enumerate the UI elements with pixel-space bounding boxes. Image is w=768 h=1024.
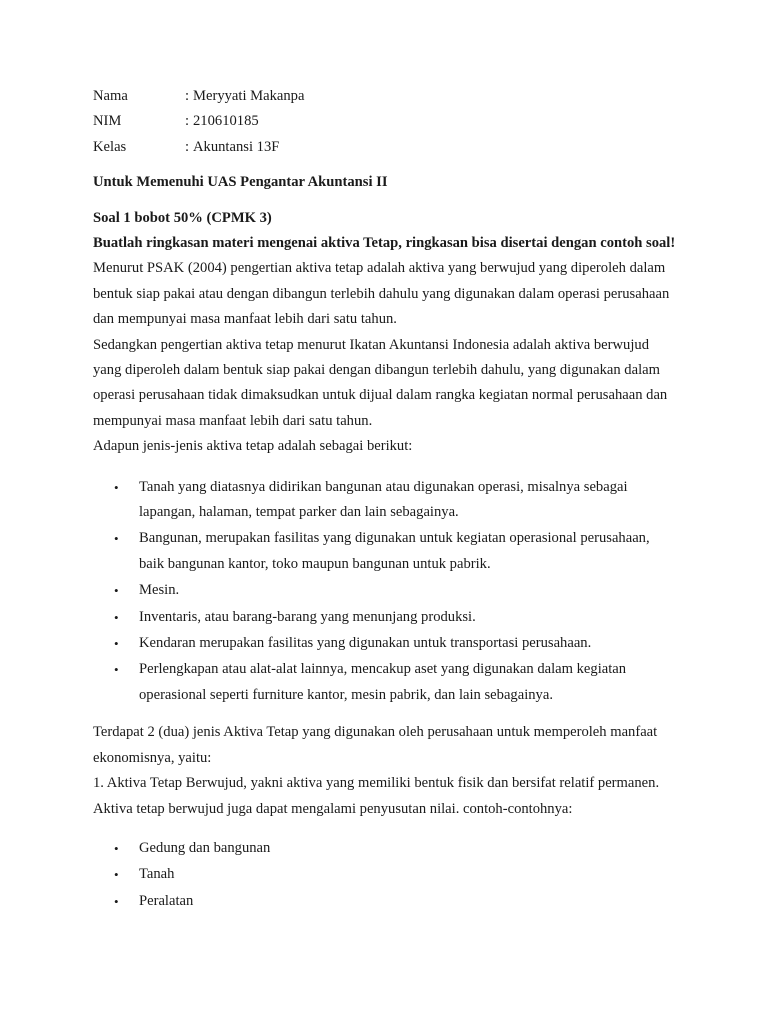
bullet-icon: • bbox=[114, 636, 119, 652]
list-item-text: Tanah bbox=[139, 866, 175, 883]
list-item bbox=[93, 605, 678, 630]
info-value: Akuntansi 13F bbox=[193, 138, 280, 155]
bullet-icon: • bbox=[114, 609, 119, 625]
bullet-icon: • bbox=[114, 893, 119, 909]
info-row-nim bbox=[93, 109, 678, 134]
list-item-text: Tanah yang diatasnya didirikan bangunan atau digunakan operasi, misalnya sebagai lapangan, halaman, tempat parker dan lain sebagainya. bbox=[139, 478, 628, 521]
info-label: Nama bbox=[93, 88, 128, 104]
info-colon: : bbox=[185, 88, 190, 104]
fixed-asset-types-list bbox=[93, 475, 678, 709]
bullet-icon: • bbox=[114, 479, 119, 495]
question-prompt: Buatlah ringkasan materi mengenai aktiva Tetap, ringkasan bisa disertai dengan contoh soal! bbox=[93, 234, 676, 251]
paragraph-types-intro: Adapun jenis-jenis aktiva tetap adalah sebagai berikut: bbox=[93, 438, 413, 455]
list-item bbox=[93, 862, 678, 887]
bullet-icon: • bbox=[114, 531, 119, 547]
list-item-text: Peralatan bbox=[139, 892, 194, 909]
info-label: Kelas bbox=[93, 138, 127, 155]
paragraph-two-types: Terdapat 2 (dua) jenis Aktiva Tetap yang digunakan oleh perusahaan untuk memperoleh manfaat ekonomisnya, yaitu: bbox=[93, 724, 658, 766]
paragraph-definition-iai: Sedangkan pengertian aktiva tetap menurut Ikatan Akuntansi Indonesia adalah aktiva berwujud yang diperoleh dalam bentuk siap pakai dengan dibangun terlebih dahulu, yang digunakan dalam operasi perusahaan tidak dimaksudkan untuk dijual dalam rangka kegiatan normal perusahaan dan mempunyai masa manfaat lebih dari satu tahun. bbox=[93, 336, 668, 429]
paragraph-tangible-assets: 1. Aktiva Tetap Berwujud, yakni aktiva yang memiliki bentuk fisik dan bersifat relatif permanen. Aktiva tetap berwujud juga dapat mengalami penyusutan nilai. contoh-contohnya: bbox=[93, 775, 660, 817]
info-row-nama bbox=[93, 84, 678, 109]
info-row-kelas bbox=[93, 135, 678, 160]
bullet-icon: • bbox=[114, 662, 119, 678]
list-item-text: Kendaran merupakan fasilitas yang digunakan untuk transportasi perusahaan. bbox=[139, 635, 592, 652]
tangible-asset-examples-list bbox=[93, 836, 678, 914]
student-info bbox=[93, 84, 678, 160]
question-title: Soal 1 bobot 50% (CPMK 3) bbox=[93, 209, 272, 226]
info-colon: : bbox=[185, 113, 190, 130]
paragraph-definition-psak: Menurut PSAK (2004) pengertian aktiva tetap adalah aktiva yang berwujud yang diperoleh dalam bentuk siap pakai atau dengan dibangun terlebih dahulu yang digunakan dalam operasi perusahaan dan mempunyai masa manfaat lebih dari satu tahun. bbox=[93, 260, 670, 328]
list-item-text: Mesin. bbox=[139, 582, 180, 599]
list-item bbox=[93, 526, 678, 577]
list-item-text: Gedung dan bangunan bbox=[139, 839, 271, 856]
info-colon: : bbox=[185, 138, 190, 155]
list-item bbox=[93, 475, 678, 526]
document-page bbox=[93, 84, 678, 915]
bullet-icon: • bbox=[114, 583, 119, 599]
bullet-icon: • bbox=[114, 867, 119, 883]
list-item-text: Inventaris, atau barang-barang yang menunjang produksi. bbox=[139, 608, 476, 625]
info-label: NIM bbox=[93, 113, 122, 130]
list-item bbox=[93, 657, 678, 708]
bullet-icon: • bbox=[114, 840, 119, 856]
list-item bbox=[93, 889, 678, 914]
list-item bbox=[93, 578, 678, 603]
list-item bbox=[93, 631, 678, 656]
list-item-text: Perlengkapan atau alat-alat lainnya, mencakup aset yang digunakan dalam kegiatan operasional seperti furniture kantor, mesin pabrik, dan lain sebagainya. bbox=[139, 661, 627, 703]
list-item-text: Bangunan, merupakan fasilitas yang digunakan untuk kegiatan operasional perusahaan, baik bangunan kantor, toko maupun bangunan untuk pabrik. bbox=[139, 530, 650, 572]
info-value: Meryyati Makanpa bbox=[193, 88, 305, 104]
list-item bbox=[93, 836, 678, 861]
purpose-heading: Untuk Memenuhi UAS Pengantar Akuntansi II bbox=[93, 174, 388, 191]
info-value: 210610185 bbox=[193, 113, 259, 130]
